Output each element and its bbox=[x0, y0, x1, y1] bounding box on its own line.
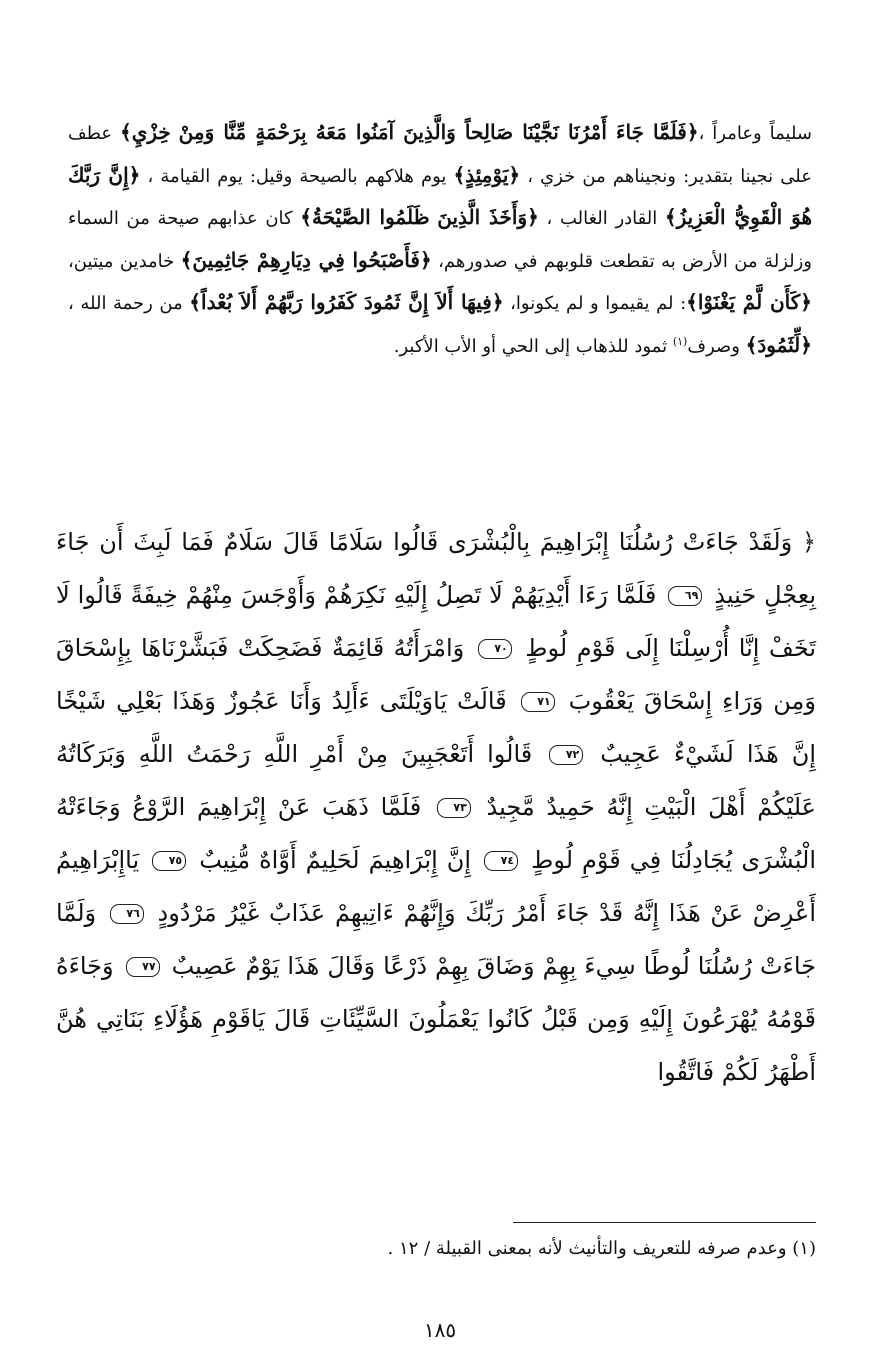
commentary-text: خامدين ميتين، bbox=[68, 250, 181, 272]
commentary-text: يوم هلاكهم بالصيحة bbox=[299, 165, 454, 187]
page-number: ١٨٥ bbox=[423, 1318, 457, 1342]
commentary-text: يقيموا و لم يكونوا، bbox=[503, 293, 650, 314]
quran-quote: ﴿فَلَمَّا جَاءَ أَمْرُنَا نَجَّيْنَا صَالِحاً وَالَّذِينَ آمَنُوا مَعَهُ بِرَحْمَةٍ مِّنَّا وَمِنْ bbox=[178, 120, 699, 144]
footnote-ref: (١) bbox=[672, 334, 688, 348]
quran-quote: ﴿فَأَصْبَحُوا فِي دِيَارِهِمْ جَاثِمِينَ﴾ bbox=[180, 247, 432, 272]
verse-text: فَلَمَّا رَءَا أَيْدِيَهُمْ لَا تَصِلُ إِلَيْهِ نَكِرَهُمْ وَأَوْجَسَ مِنْهُمْ خِيفَةً قَالُوا لَا تَخَفْ إِنَّا أُرْسِلْنَا إِلَى قَوْمِ لُوطٍ bbox=[56, 581, 816, 662]
commentary-text: ثمود للذهاب إلى الحي أو الأب الأكبر. bbox=[393, 335, 673, 357]
verse-text: ﴿ وَلَقَدْ جَاءَتْ رُسُلُنَا إِبْرَاهِيمَ بِالْبُشْرَى قَالُوا سَلَامًا قَالَ سَلَامٌ فَمَا لَبِثَ أَن جَاءَ بِعِجْلٍ حَنِيذٍ bbox=[56, 528, 817, 609]
quran-quote: خِزْيِ﴾ bbox=[120, 120, 171, 144]
quran-verses bbox=[56, 516, 816, 1099]
quran-quote: ﴿كَأَن لَّمْ يَغْنَوْا﴾ bbox=[686, 290, 813, 314]
quran-quote: ﴿إِنَّ رَبَّكَ هُوَ الْقَوِيُّ الْعَزِيزُ﴾ bbox=[68, 162, 812, 229]
verse-text: يَاإِبْرَاهِيمُ أَعْرِضْ عَنْ هَذَا إِنَّهُ قَدْ جَاءَ أَمْرُ رَبِّكَ وَإِنَّهُمْ ءَاتِيهِمْ عَذَابٌ غَيْرُ مَرْدُودٍ bbox=[56, 846, 816, 927]
commentary-text: وصرف bbox=[687, 335, 746, 357]
quran-quote: ﴿وَأَخَذَ الَّذِينَ bbox=[437, 205, 539, 229]
commentary-text: وقيل: يوم القيامة ، bbox=[140, 165, 293, 187]
ayah-number-marker: ٧٤ bbox=[484, 851, 518, 871]
verse-text: قَالَتْ يَاوَيْلَتَى ءَأَلِدُ وَأَنَا عَجُوزٌ وَهَذَا بَعْلِي شَيْخًا إِنَّ هَذَا لَشَيْءٌ عَجِيبٌ bbox=[56, 687, 817, 768]
verse-text: إِنَّ إِبْرَاهِيمَ لَحَلِيمٌ أَوَّاهٌ مُّنِيبٌ bbox=[199, 846, 472, 874]
verse-text: قَالُوا أَتَعْجَبِينَ مِنْ أَمْرِ اللَّهِ رَحْمَتُ اللَّهِ وَبَرَكَاتُهُ عَلَيْكُمْ أَهْلَ الْبَيْتِ إِنَّهُ حَمِيدٌ مَّجِيدٌ bbox=[56, 740, 816, 821]
commentary-text: القادر الغالب ، bbox=[538, 208, 665, 229]
quran-quote: ظَلَمُوا الصَّيْحَةُ﴾ bbox=[300, 205, 430, 229]
commentary-paragraph bbox=[68, 112, 812, 367]
verse-text: وَلَمَّا جَاءَتْ رُسُلُنَا لُوطًا سِيءَ بِهِمْ وَضَاقَ بِهِمْ ذَرْعًا وَقَالَ هَذَا يَوْمٌ عَصِيبٌ bbox=[56, 899, 816, 980]
ayah-number-marker: ٧٧ bbox=[126, 957, 160, 977]
verse-text: فَلَمَّا ذَهَبَ عَنْ إِبْرَاهِيمَ الرَّوْعُ وَجَاءَتْهُ الْبُشْرَى يُجَادِلُنَا فِي قَوْمِ لُوطٍ bbox=[56, 793, 817, 874]
footnote: (١) وعدم صرفه للتعريف والتأنيث لأنه بمعنى القبيلة / ١٢ . bbox=[387, 1238, 816, 1259]
ayah-number-marker: ٧٥ bbox=[152, 851, 186, 871]
ayah-number-marker: ٧٦ bbox=[110, 904, 144, 924]
quran-quote: ﴿يَوْمِئِذٍ﴾ bbox=[453, 162, 521, 187]
commentary-text: سليماً وعامراً ، bbox=[698, 123, 812, 144]
quran-quote: ﴿فِيهَا أَلاَ إِنَّ ثَمُودَ كَفَرُوا رَبَّهُمْ أَلاَ بُعْداً﴾ bbox=[189, 290, 504, 314]
commentary-text: : لم bbox=[656, 293, 687, 314]
ayah-number-marker: ٧٣ bbox=[437, 798, 471, 818]
quran-quote: ﴿لِّثَمُودَ﴾ bbox=[745, 332, 812, 357]
ayah-number-marker: ٧٠ bbox=[478, 639, 512, 659]
commentary-text: كان عذابهم صيحة من السماء وزلزلة من الأرض به تقطعت قلوبهم bbox=[68, 208, 812, 272]
verse-text: وَامْرَأَتُهُ قَائِمَةٌ فَضَحِكَتْ فَبَشَّرْنَاهَا بِإِسْحَاقَ وَمِن وَرَاءِ إِسْحَاقَ يَعْقُوبَ bbox=[56, 634, 816, 715]
commentary-text: في صدورهم، bbox=[431, 250, 538, 272]
footnote-divider bbox=[513, 1222, 816, 1223]
ayah-number-marker: ٧٢ bbox=[549, 745, 583, 765]
commentary-text: من رحمة الله ، bbox=[68, 293, 190, 314]
ayah-number-marker: ٧١ bbox=[521, 692, 555, 712]
ayah-number-marker: ٦٩ bbox=[668, 586, 702, 606]
commentary-text: عطف على نجينا بتقدير: ونجيناهم من خزي ، bbox=[68, 123, 812, 187]
verse-text: وَجَاءَهُ قَوْمُهُ يُهْرَعُونَ إِلَيْهِ وَمِن قَبْلُ كَانُوا يَعْمَلُونَ السَّيِّئَاتِ قَالَ يَاقَوْمِ هَؤُلَاءِ بَنَاتِي هُنَّ أَطْهَرُ لَكُمْ فَاتَّقُوا bbox=[56, 952, 816, 1086]
